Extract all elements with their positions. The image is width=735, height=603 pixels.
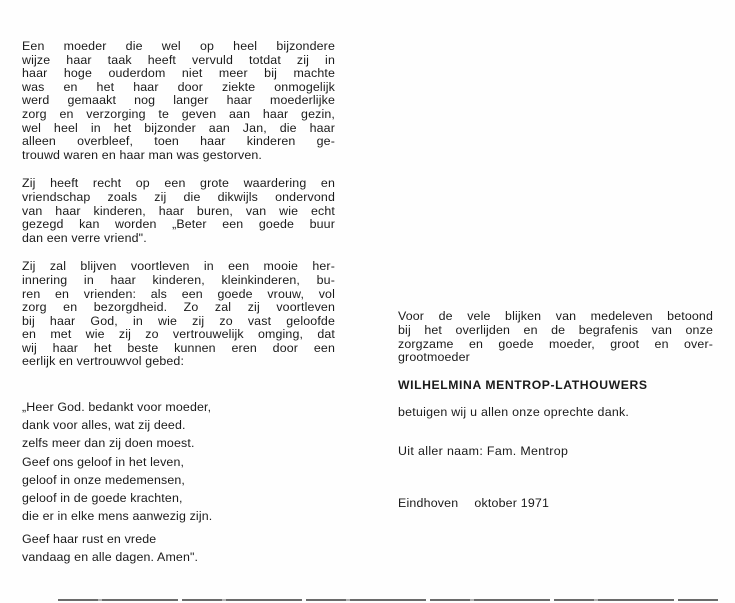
thanks-line: betuigen wij u allen onze oprechte dank. xyxy=(398,405,630,419)
text-line: bij het overlijden en de begrafenis van onze xyxy=(398,322,713,337)
prayer-line: geloof in onze medemensen, xyxy=(22,472,186,487)
prayer-line: Geef haar rust en vrede xyxy=(22,532,157,546)
text-line: wij haar het beste kunnen eren door een xyxy=(22,340,335,355)
place-and-date xyxy=(398,496,549,510)
text-line: en met wie zij zo vertrouwelijk omging, dat xyxy=(22,327,335,342)
text-line: grootmoeder xyxy=(398,350,470,365)
date: oktober 1971 xyxy=(474,496,550,510)
deceased-name: WILHELMINA MENTROP-LATHOUWERS xyxy=(398,378,648,392)
text-line: innering in haar kinderen, kleinkinderen, bu- xyxy=(22,272,335,287)
text-line: wijze haar taak heeft vervuld totdat zij in xyxy=(22,52,335,67)
text-line: zorg en bezorgdheid. Zo zal zij voortleven xyxy=(22,300,335,315)
acknowledgement-intro xyxy=(398,310,713,365)
text-line: trouwd waren en haar man was gestorven. xyxy=(22,147,263,162)
text-line: Zij zal blijven voortleven in een mooie her- xyxy=(22,259,335,274)
text-line: zorg en verzorging te geven aan haar gezin, xyxy=(22,106,335,121)
text-line: Voor de vele blijken van medeleven betoond xyxy=(398,309,713,323)
prayer-line: dank voor alles, wat zij deed. xyxy=(22,418,186,433)
place: Eindhoven xyxy=(398,496,459,510)
tribute-paragraph-1 xyxy=(22,40,335,162)
text-line: gezegd kan worden „Beter een goede buur xyxy=(22,217,335,232)
text-line: van haar kinderen, haar buren, van wie echt xyxy=(22,203,335,218)
text-line: Een moeder die wel op heel bijzondere xyxy=(22,39,335,53)
prayer-line: geloof in de goede krachten, xyxy=(22,491,183,506)
prayer-line: „Heer God. bedankt voor moeder, xyxy=(22,400,212,414)
text-line: zorgzame en goede moeder, groot en over- xyxy=(398,336,713,351)
text-line: werd gemaakt nog langer haar moederlijke xyxy=(22,93,335,108)
prayer-line: vandaag en alle dagen. Amen". xyxy=(22,550,199,564)
family-signature: Uit aller naam: Fam. Mentrop xyxy=(398,444,569,458)
tribute-text xyxy=(22,40,335,384)
text-line: alleen overbleef, toen haar kinderen ge- xyxy=(22,134,335,149)
prayer-verse xyxy=(22,398,322,525)
text-line: ren en vrienden: als een goede vrouw, vol xyxy=(22,286,335,301)
text-line: haar hoge ouderdom niet meer bij machte xyxy=(22,66,335,81)
text-line: was en het haar door ziekte onmogelijk xyxy=(22,79,335,94)
prayer-closing xyxy=(22,530,322,566)
text-line: vriendschap zoals zij die dikwijls ondervond xyxy=(22,189,335,204)
text-line: wel heel in het bijzonder aan Jan, die haar xyxy=(22,120,335,135)
text-line: eerlijk en vertrouwvol gebed: xyxy=(22,354,185,369)
text-line: dan een verre vriend". xyxy=(22,230,147,245)
scan-edge-line xyxy=(58,599,718,601)
text-line: bij haar God, in wie zij zo vast geloofde xyxy=(22,313,335,328)
prayer-line: zelfs meer dan zij doen moest. xyxy=(22,436,195,451)
tribute-paragraph-2 xyxy=(22,177,335,245)
tribute-paragraph-3 xyxy=(22,260,335,369)
prayer-line: Geef ons geloof in het leven, xyxy=(22,454,185,469)
text-line: Zij heeft recht op een grote waardering en xyxy=(22,176,335,191)
prayer-line: die er in elke mens aanwezig zijn. xyxy=(22,509,213,524)
